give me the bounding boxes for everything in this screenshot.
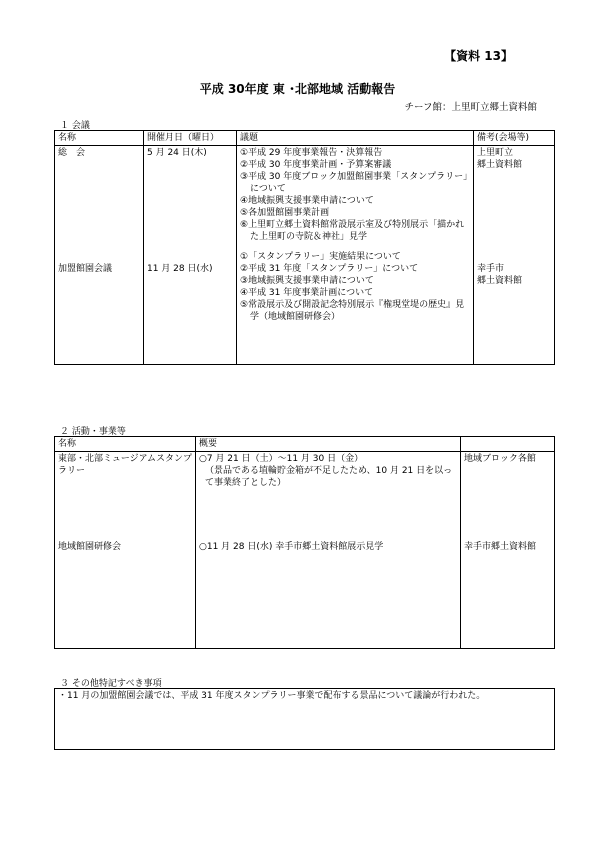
list-item: ②平成 31 年度「スタンプラリー」について — [240, 264, 419, 274]
summary-line: ○11 月 28 日(水) 幸手市郷土資料館展示見学 — [199, 542, 384, 552]
list-item: ④地域振興支援事業申請について — [240, 196, 374, 206]
venue-line: 郷土資料館 — [477, 276, 523, 286]
table-header-row — [55, 437, 555, 452]
list-item: ①平成 29 年度事業報告・決算報告 — [240, 148, 383, 158]
col-note: 備考(会場等) — [474, 131, 555, 146]
activity-name: 東部・北部ミュージアムスタンプラリー — [58, 454, 193, 476]
agenda-list — [240, 251, 470, 323]
list-item: ⑤常設展示及び開設記念特別展示『権現堂堤の歴史』見学（地域館園研修会） — [240, 300, 465, 322]
activity-note-cell — [461, 452, 555, 649]
activity-note: 地域ブロック各館 — [464, 454, 536, 464]
section1-heading: １ 会議 — [60, 121, 90, 131]
activity-names-cell — [55, 452, 196, 649]
summary-line: ○7 月 21 日（土）～11 月 30 日（金） — [199, 454, 364, 464]
venue-line: 幸手市 — [477, 264, 505, 274]
col-name: 名称 — [55, 131, 144, 146]
activity-summary — [199, 541, 457, 553]
section3-heading: ３ その他特記すべき事項 — [60, 679, 162, 689]
meeting-name: 総 会 — [58, 148, 86, 158]
agenda-list — [240, 147, 470, 243]
meeting-venue-cell — [474, 146, 555, 365]
col-name: 名称 — [55, 437, 196, 452]
summary-line: （景品である埴輪貯金箱が不足したため、10 月 21 日を以って事業終了とした） — [205, 466, 453, 488]
activity-summary — [199, 453, 457, 541]
meeting-date: 11 月 28 日(水) — [147, 264, 213, 274]
list-item: ③地域振興支援事業申請について — [240, 276, 374, 286]
list-item: ①「スタンプラリー」実施結果について — [240, 252, 401, 262]
list-item: ②平成 30 年度事業計画・予算案審議 — [240, 160, 392, 170]
list-item: ④平成 31 年度事業計画について — [240, 288, 374, 298]
table-header-row — [55, 131, 555, 146]
activities-table — [54, 436, 555, 649]
meeting-date: 5 月 24 日(木) — [147, 148, 207, 158]
list-item: ⑥上里町立郷土資料館常設展示室及び特別展示「描かれた上里町の寺院＆神社」見学 — [240, 220, 465, 242]
meetings-table — [54, 130, 555, 365]
list-item: ③平成 30 年度ブロック加盟館園事業「スタンプラリー」について — [240, 172, 468, 194]
table-row — [55, 689, 555, 750]
list-item: ⑤各加盟館園事業計画 — [240, 208, 330, 218]
table-row — [55, 146, 555, 365]
meeting-dates-cell — [144, 146, 237, 365]
remarks-table — [54, 688, 555, 750]
section2-heading: ２ 活動・事業等 — [60, 427, 126, 437]
meeting-agenda-cell — [237, 146, 474, 365]
col-summary: 概要 — [196, 437, 461, 452]
meeting-name: 加盟館園会議 — [58, 264, 113, 274]
activity-note: 幸手市郷土資料館 — [464, 542, 537, 552]
page-title: 平成 30年度 東 ･北部地域 活動報告 — [199, 82, 396, 96]
col-extra — [461, 437, 555, 452]
document-badge: 【資料 13】 — [444, 49, 513, 63]
venue-line: 上里町立 — [477, 148, 514, 158]
venue-line: 郷土資料館 — [477, 160, 523, 170]
meeting-names-cell — [55, 146, 144, 365]
activity-name: 地域館園研修会 — [58, 542, 122, 552]
remarks-text: ・11 月の加盟館園会議では、平成 31 年度スタンプラリー事業で配布する景品について議論が行われた。 — [55, 689, 555, 750]
col-agenda: 議題 — [237, 131, 474, 146]
table-row — [55, 452, 555, 649]
col-date: 開催月日（曜日） — [144, 131, 237, 146]
chief-museum: チーフ館：上里町立郷土資料館 — [404, 102, 537, 113]
activity-summary-cell — [196, 452, 461, 649]
